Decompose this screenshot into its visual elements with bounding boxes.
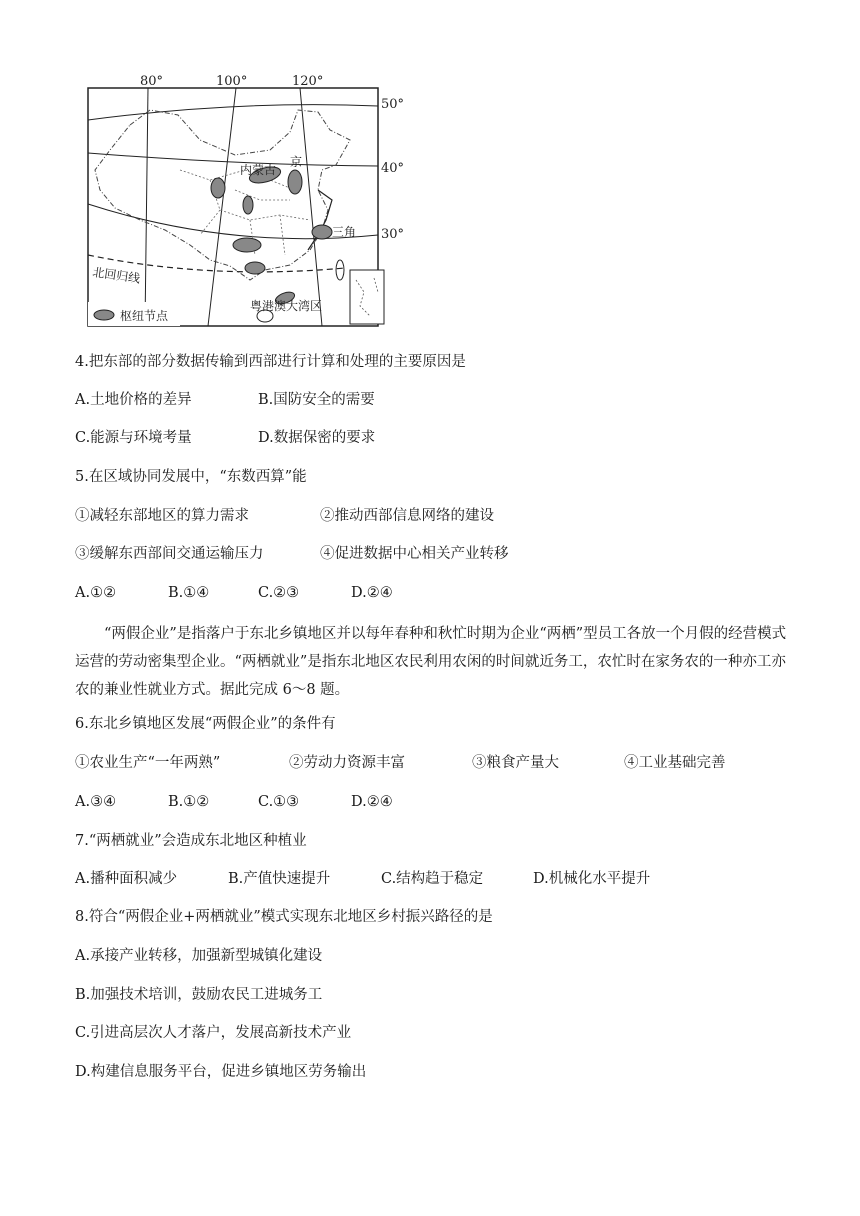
south-sea-inset [350,270,384,324]
q4-option-c: C.能源与环境考量 [75,430,192,446]
lat-label-50: 50° [381,97,405,112]
q4-option-b: B.国防安全的需要 [258,392,375,408]
q8-stem: 8.符合“两假企业+两栖就业”模式实现东北地区乡村振兴路径的是 [75,909,493,925]
q6-stem: 6.东北乡镇地区发展“两假企业”的条件有 [75,716,336,732]
q5-item-4: ④促进数据中心相关产业转移 [320,546,509,562]
hub-node-yangtze-delta [312,225,332,239]
hub-node-chengyu [233,238,261,252]
q6-option-c: C.①③ [258,794,300,810]
lon-label-80: 80° [140,74,164,89]
q6-item-2: ②劳动力资源丰富 [289,755,405,771]
q6-item-4: ④工业基础完善 [624,755,726,771]
q5-item-1: ①减轻东部地区的算力需求 [75,508,249,524]
q6-item-1: ①农业生产“一年两熟” [75,755,221,771]
taiwan-island [336,260,344,280]
meridian-100 [208,88,236,326]
node-label-yangtze-delta: 三角 [332,225,357,239]
q8-option-c: C.引进高层次人才落户，发展高新技术产业 [75,1025,352,1041]
q8-option-b: B.加强技术培训，鼓励农民工进城务工 [75,987,323,1003]
q8-option-d: D.构建信息服务平台，促进乡镇地区劳务输出 [75,1064,367,1080]
node-label-inner-mongolia: 内蒙古 [240,163,277,177]
node-label-beijing: 京 [290,155,303,169]
lat-label-30: 30° [381,227,405,242]
q5-option-b: B.①④ [168,585,210,601]
legend-node-icon [94,310,114,320]
lon-label-100: 100° [216,74,248,89]
hub-node-ningxia [243,196,253,214]
parallel-40 [88,153,378,166]
q6-option-b: B.①② [168,794,210,810]
q7-option-b: B.产值快速提升 [228,871,331,887]
q6-item-3: ③粮食产量大 [472,755,559,771]
china-hub-node-map [60,70,420,332]
q5-option-c: C.②③ [258,585,300,601]
q4-option-a: A.土地价格的差异 [75,392,192,408]
q5-stem: 5.在区域协同发展中，“东数西算”能 [75,469,307,485]
q5-option-d: D.②④ [351,585,393,601]
hub-node-gansu [211,178,225,198]
lat-label-40: 40° [381,161,405,176]
passage-6-8: “两假企业”是指落户于东北乡镇地区并以每年春种和秋忙时期为企业“两栖”型员工各放一个月假的经营模式运营的劳动密集型企业。“两栖就业”是指东北地区农民利用农闲的时间就近务工，农忙时在家务农的一种亦工亦农的兼业性就业方式。据此完成 6～8 题。 [75,626,787,698]
east-coast [308,190,332,250]
q7-option-a: A.播种面积减少 [75,871,178,887]
q5-item-3: ③缓解东西部间交通运输压力 [75,546,264,562]
node-label-greater-bay: 粤港澳大湾区 [250,299,323,313]
q5-option-a: A.①② [75,585,117,601]
q4-stem: 4.把东部的部分数据传输到西部进行计算和处理的主要原因是 [75,354,466,370]
q7-option-d: D.机械化水平提升 [533,871,651,887]
meridian-80 [145,88,148,326]
q4-option-d: D.数据保密的要求 [258,430,376,446]
legend-label: 枢纽节点 [120,309,169,323]
q7-option-c: C.结构趋于稳定 [381,871,484,887]
q5-item-2: ②推动西部信息网络的建设 [320,508,494,524]
hub-node-beijing [288,170,302,194]
lon-label-120: 120° [292,74,324,89]
tropic-label: 北回归线 [91,265,142,286]
q6-option-d: D.②④ [351,794,393,810]
q8-option-a: A.承接产业转移，加强新型城镇化建设 [75,948,323,964]
hub-node-guizhou [245,262,265,274]
q6-option-a: A.③④ [75,794,117,810]
meridian-120 [300,88,322,326]
q7-stem: 7.“两栖就业”会造成东北地区种植业 [75,833,307,849]
